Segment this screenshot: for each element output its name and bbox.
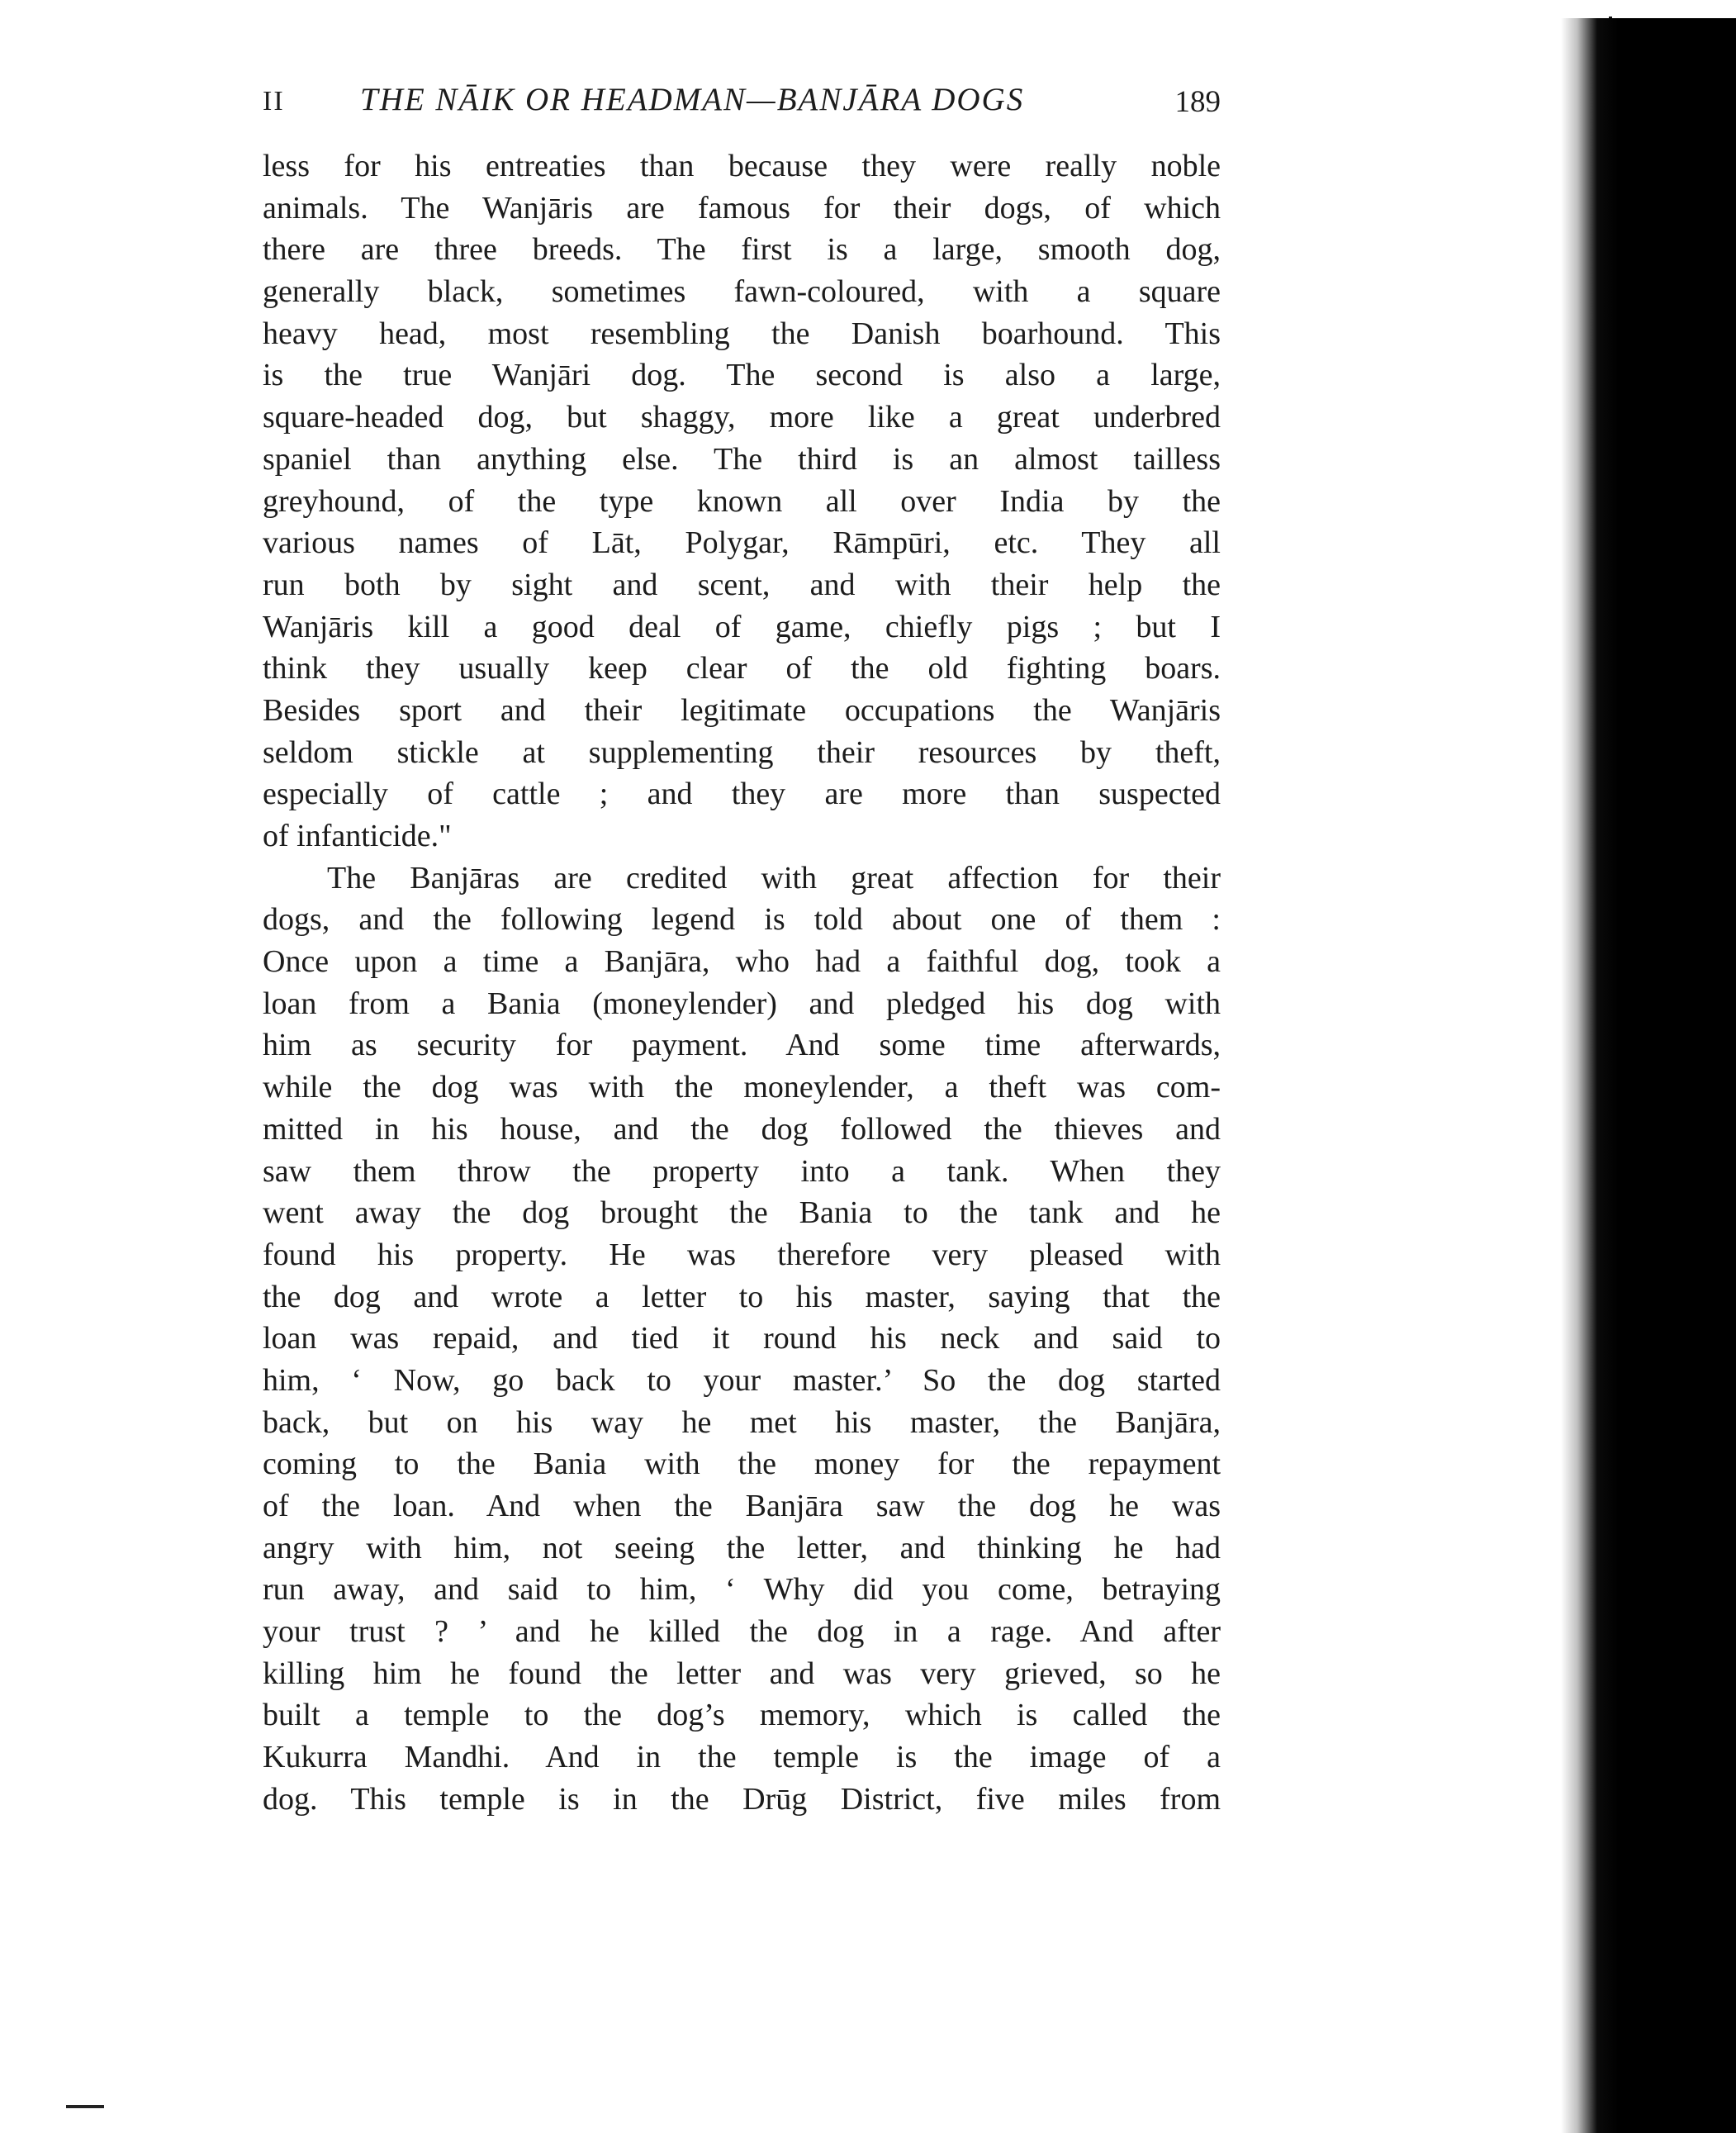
- text-line: of the loan. And when the Banjāra saw the dog he was: [263, 1489, 1221, 1523]
- text-line: Wanjāris kill a good deal of game, chiefly pigs ; but I: [263, 609, 1221, 644]
- text-line: generally black, sometimes fawn-coloured, with a square: [263, 274, 1221, 310]
- text-line: your trust ? ’ and he killed the dog in a rage. And after: [263, 1614, 1221, 1650]
- text-line: run both by sight and scent, and with their help the: [263, 567, 1221, 602]
- text-line: back, but on his way he met his master, the Banjāra,: [263, 1404, 1221, 1440]
- text-line: less for his entreaties than because they were really noble: [263, 149, 1221, 183]
- text-line: is the true Wanjāri dog. The second is also a large,: [263, 358, 1221, 393]
- text-line: spaniel than anything else. The third is an almost tailless: [263, 441, 1221, 477]
- text-line: think they usually keep clear of the old fighting boars.: [263, 651, 1221, 686]
- text-line: mitted in his house, and the dog followed the thieves and: [263, 1111, 1221, 1147]
- text-line: saw them throw the property into a tank. When they: [263, 1153, 1221, 1189]
- text-line: there are three breeds. The first is a large, smooth dog,: [263, 232, 1221, 268]
- text-line: loan was repaid, and tied it round his neck and said to: [263, 1321, 1221, 1356]
- paragraph-start-line: The Banjāras are credited with great affection for their: [327, 860, 1221, 895]
- running-head: [263, 81, 1221, 127]
- body-text: [263, 145, 1221, 1821]
- text-line: Once upon a time a Banjāra, who had a faithful dog, took a: [263, 944, 1221, 980]
- text-line: dogs, and the following legend is told about one of them :: [263, 902, 1221, 938]
- text-line: animals. The Wanjāris are famous for their dogs, of which: [263, 190, 1221, 226]
- text-line: angry with him, not seeing the letter, and thinking he had: [263, 1530, 1221, 1565]
- text-line: dog. This temple is in the Drūg District, five miles from: [263, 1781, 1221, 1817]
- text-line: him as security for payment. And some time afterwards,: [263, 1028, 1221, 1063]
- text-line: loan from a Bania (moneylender) and pledged his dog with: [263, 986, 1221, 1021]
- text-line: while the dog was with the moneylender, a theft was com-: [263, 1070, 1221, 1105]
- text-line: found his property. He was therefore very pleased with: [263, 1237, 1221, 1272]
- running-title: THE NĀIK OR HEADMAN—BANJĀRA DOGS: [360, 82, 1025, 117]
- text-line: coming to the Bania with the money for the repayment: [263, 1447, 1221, 1482]
- binding-shadow: [1561, 18, 1736, 2133]
- page-number: 189: [1174, 85, 1221, 119]
- text-line: greyhound, of the type known all over India by the: [263, 483, 1221, 519]
- text-line: Besides sport and their legitimate occupations the Wanjāris: [263, 692, 1221, 728]
- text-line: went away the dog brought the Bania to the tank and he: [263, 1195, 1221, 1231]
- text-line: especially of cattle ; and they are more than suspected: [263, 777, 1221, 812]
- text-line: seldom stickle at supplementing their resources by theft,: [263, 734, 1221, 770]
- chapter-number: II: [263, 86, 285, 116]
- scan-mark: [66, 2105, 104, 2108]
- text-line: run away, and said to him, ‘ Why did you come, betraying: [263, 1572, 1221, 1608]
- text-line: killing him he found the letter and was very grieved, so he: [263, 1656, 1221, 1691]
- paragraph-end-line: of infanticide.": [263, 819, 452, 853]
- text-line: built a temple to the dog’s memory, which is called the: [263, 1698, 1221, 1733]
- text-line: him, ‘ Now, go back to your master.’ So the dog started: [263, 1362, 1221, 1398]
- text-line: Kukurra Mandhi. And in the temple is the image of a: [263, 1740, 1221, 1775]
- text-line: various names of Lāt, Polygar, Rāmpūri, etc. They all: [263, 525, 1221, 561]
- text-line: square-headed dog, but shaggy, more like a great underbred: [263, 400, 1221, 435]
- text-line: heavy head, most resembling the Danish boarhound. This: [263, 316, 1221, 351]
- text-line: the dog and wrote a letter to his master, saying that the: [263, 1279, 1221, 1314]
